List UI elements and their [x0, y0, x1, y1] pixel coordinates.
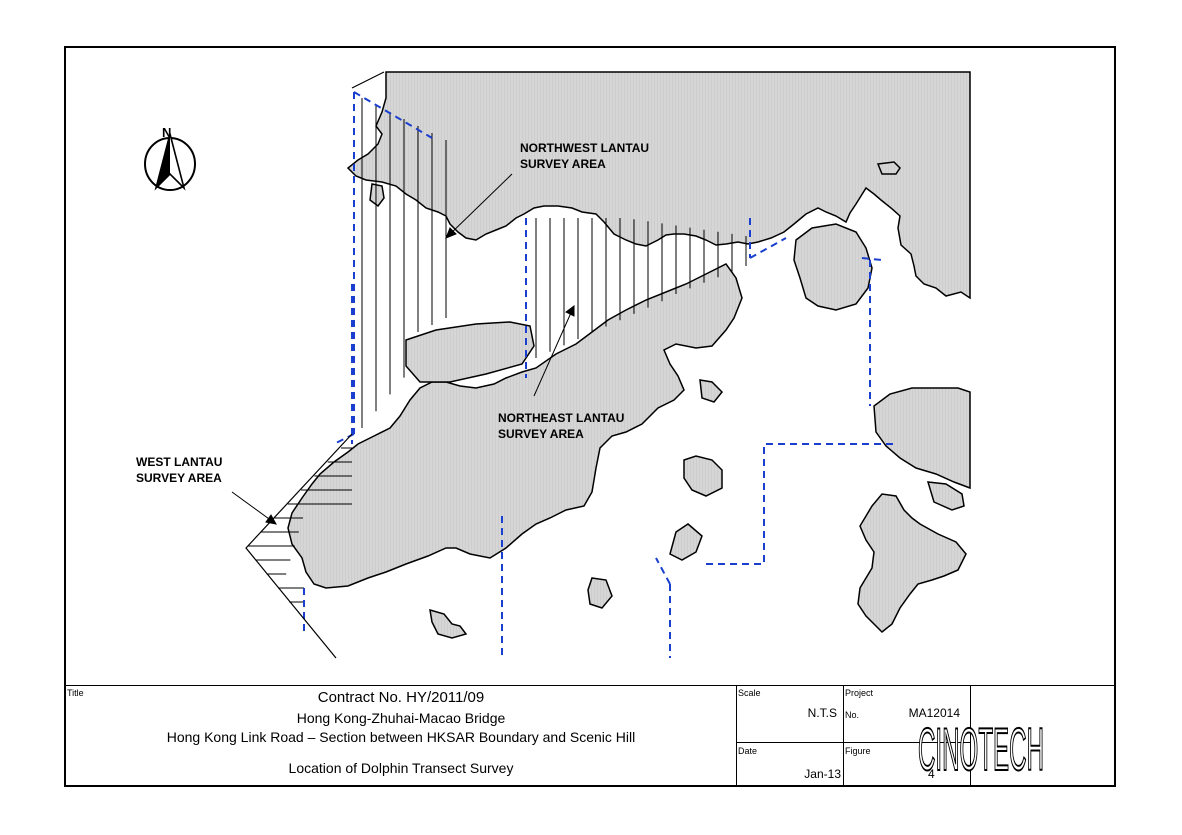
- figure-value: 4: [928, 767, 935, 781]
- drawing-sheet: [64, 46, 1116, 787]
- small-island-1: [684, 456, 722, 496]
- northeast-survey-label: [498, 410, 624, 442]
- small-island-4: [430, 610, 466, 638]
- contract-line: Contract No. HY/2011/09: [317, 689, 485, 706]
- title-caption: Title: [67, 688, 84, 698]
- figure-caption: Figure: [845, 746, 871, 756]
- small-island-7: [928, 482, 964, 510]
- small-island-8: [370, 184, 384, 206]
- airport-island: [406, 322, 534, 382]
- northeast-arrowhead: [566, 306, 574, 316]
- west-arrowhead: [266, 515, 276, 524]
- small-island-3: [588, 578, 612, 608]
- logo-text: CINOTECH: [918, 716, 1044, 783]
- scale-cell: [736, 685, 844, 743]
- small-island-5: [700, 380, 722, 402]
- section-line: Hong Kong Link Road – Section between HKSAR Boundary and Scenic Hill: [166, 729, 636, 745]
- label-line: SURVEY AREA: [520, 157, 606, 171]
- label-line: NORTHEAST LANTAU: [498, 411, 625, 425]
- scale-caption: Scale: [738, 688, 761, 698]
- label-line: NORTHWEST LANTAU: [520, 141, 650, 155]
- date-caption: Date: [738, 746, 758, 756]
- south-island: [858, 494, 966, 632]
- hk-island: [874, 388, 970, 488]
- small-island-6: [878, 162, 900, 174]
- eastern-island: [794, 224, 872, 310]
- project-name-line: Hong Kong-Zhuhai-Macao Bridge: [296, 710, 506, 726]
- small-island-2: [670, 524, 702, 560]
- label-line: SURVEY AREA: [136, 471, 222, 485]
- project-no-caption: No.: [845, 710, 860, 720]
- title-cell: [64, 685, 737, 787]
- west-survey-label: [136, 454, 222, 486]
- scale-value: N.T.S: [807, 706, 837, 720]
- date-value: Jan-13: [804, 767, 841, 781]
- cinotech-logo: [906, 688, 1116, 787]
- northwest-survey-label: [520, 140, 649, 172]
- project-value: MA12014: [908, 706, 960, 720]
- figure-title: Location of Dolphin Transect Survey: [288, 760, 514, 776]
- project-caption: Project: [845, 688, 874, 698]
- label-line: WEST LANTAU: [136, 455, 223, 469]
- label-line: SURVEY AREA: [498, 427, 584, 441]
- mainland-landmass: [348, 72, 970, 298]
- north-arrow-icon: [145, 134, 195, 190]
- north-label: N: [162, 125, 172, 140]
- date-cell: [736, 742, 844, 787]
